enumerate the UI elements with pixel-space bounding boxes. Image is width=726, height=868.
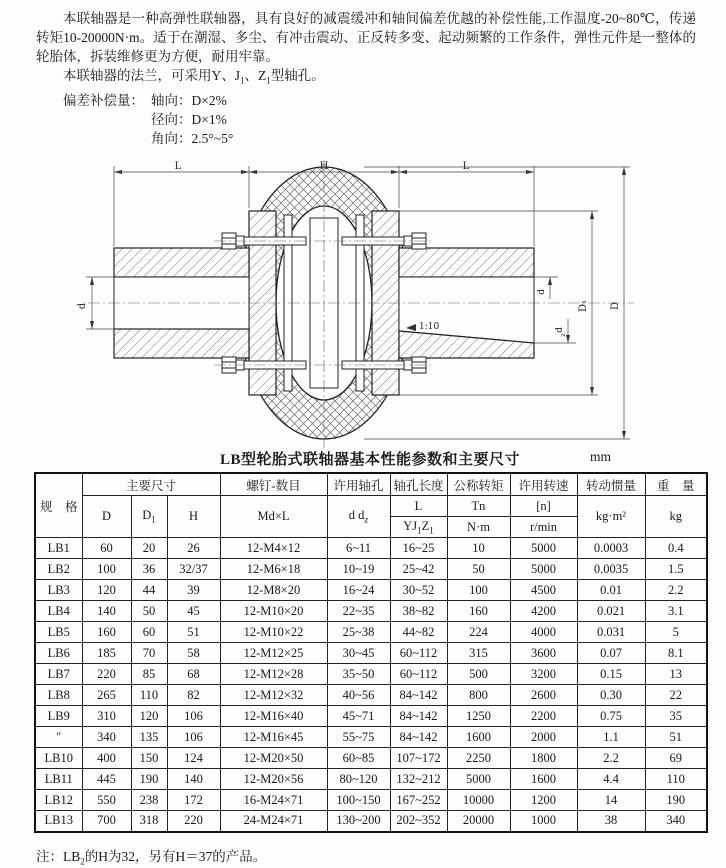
table-cell: 106 — [167, 727, 220, 748]
table-cell: 167~252 — [390, 790, 447, 811]
table-cell: 1800 — [510, 748, 577, 769]
table-cell: 55~75 — [327, 727, 390, 748]
table-cell: 3600 — [510, 643, 577, 664]
table-cell: 10~19 — [327, 559, 390, 580]
table-cell: 0.021 — [577, 601, 645, 622]
table-row — [35, 769, 707, 790]
table-cell: 14 — [577, 790, 645, 811]
table-cell: 12-M12×28 — [220, 664, 327, 685]
table-cell: 340 — [82, 727, 131, 748]
header-weight-unit: kg — [645, 496, 707, 538]
table-cell: 1600 — [447, 727, 510, 748]
compensation-label: 偏差补偿量： — [63, 92, 144, 108]
table-cell: 2600 — [510, 685, 577, 706]
table-cell: 45 — [167, 601, 220, 622]
left-shaft-upper — [114, 248, 249, 277]
table-cell: 16-M24×71 — [220, 790, 327, 811]
table-cell: 224 — [447, 622, 510, 643]
table-cell: 36 — [131, 559, 167, 580]
intro-paragraph-1: 本联轴器是一种高弹性联轴器，具有良好的减震缓冲和轴间偏差优越的补偿性能,工作温度-20~80℃，传递转矩10-20000N·m。适于在潮湿、多尘、有冲击震动、正反转多变、起动频繁的工作条件，弹性元件是一整体的轮胎体，拆装维修更为方便，耐用牢靠。 — [36, 11, 696, 64]
table-cell: 0.4 — [645, 538, 707, 559]
table-cell: 25~42 — [390, 559, 447, 580]
table-cell: 1600 — [510, 769, 577, 790]
table-cell: 51 — [167, 622, 220, 643]
table-cell: 12-M16×40 — [220, 706, 327, 727]
table-cell: 5000 — [510, 559, 577, 580]
table-row — [35, 706, 707, 727]
table-cell: 69 — [645, 748, 707, 769]
table-cell: 190 — [645, 790, 707, 811]
header-speed-sym: [n] — [510, 496, 577, 517]
table-cell: 160 — [82, 622, 131, 643]
table-cell: 50 — [447, 559, 510, 580]
table-cell: 5000 — [447, 769, 510, 790]
table-cell: 10 — [447, 538, 510, 559]
table-cell: 6~11 — [327, 538, 390, 559]
table-cell: 0.031 — [577, 622, 645, 643]
header-weight: 重 量 — [645, 473, 707, 496]
header-screw-sub: Md×L — [220, 496, 327, 538]
intro-paragraph-2: 本联轴器的法兰，可采用Y、$J_1$、$Z_1$型轴孔。 — [63, 68, 325, 86]
table-cell: 60~112 — [390, 643, 447, 664]
table-cell: 20000 — [447, 811, 510, 832]
table-cell: LB11 — [35, 769, 82, 790]
compensation-line — [63, 110, 696, 129]
compensation-line — [63, 129, 696, 148]
table-cell: 38~82 — [390, 601, 447, 622]
table-cell: 1.1 — [577, 727, 645, 748]
table-header — [35, 473, 707, 538]
table-cell: 60 — [131, 622, 167, 643]
compensation-radial: 径向：D×1% — [151, 111, 227, 127]
dim-label-d1: D₁ — [578, 299, 589, 313]
table-body — [35, 538, 707, 832]
dim-label-dz: d — [555, 327, 565, 333]
table-cell: 0.07 — [577, 643, 645, 664]
table-cell: 2.2 — [645, 580, 707, 601]
coupling-drawing-svg — [74, 158, 654, 450]
table-cell: 2.2 — [577, 748, 645, 769]
table-cell: 12-M20×50 — [220, 748, 327, 769]
table-cell: LB4 — [35, 601, 82, 622]
table-cell: 12-M8×20 — [220, 580, 327, 601]
table-cell: 100 — [447, 580, 510, 601]
table-cell: 24-M24×71 — [220, 811, 327, 832]
table-cell: 2250 — [447, 748, 510, 769]
table-cell: 12-M16×45 — [220, 727, 327, 748]
header-screw: 螺钉-数目 — [220, 473, 327, 496]
compensation-line — [63, 91, 696, 110]
table-cell: 16~25 — [390, 538, 447, 559]
table-cell: 12-M4×12 — [220, 538, 327, 559]
header-bore-length-l: L — [390, 496, 447, 517]
table-cell: 1200 — [510, 790, 577, 811]
table-cell: 5 — [645, 622, 707, 643]
table-cell: 160 — [447, 601, 510, 622]
header-col-d1: $D_1$ — [131, 496, 167, 538]
table-cell: 120 — [131, 706, 167, 727]
header-bore: 许用轴孔 — [327, 473, 390, 496]
table-title: LB型轮胎式联轴器基本性能参数和主要尺寸 — [219, 452, 520, 468]
table-cell: 30~45 — [327, 643, 390, 664]
table-cell: LB3 — [35, 580, 82, 601]
table-cell: LB6 — [35, 643, 82, 664]
table-row — [35, 790, 707, 811]
intro-section — [0, 0, 726, 148]
table-footnote: 注：$LB_2$的H为32，另有H＝37的产品。 — [36, 849, 267, 867]
table-cell: 80~120 — [327, 769, 390, 790]
table-cell: 85 — [131, 664, 167, 685]
table-cell: LB13 — [35, 811, 82, 832]
table-cell: 100~150 — [327, 790, 390, 811]
table-cell: 84~142 — [390, 685, 447, 706]
table-row — [35, 748, 707, 769]
table-cell: 500 — [447, 664, 510, 685]
table-cell: 340 — [645, 811, 707, 832]
table-cell: 38 — [577, 811, 645, 832]
header-inertia-unit: kg·m² — [577, 496, 645, 538]
table-cell: 68 — [167, 664, 220, 685]
table-row — [35, 685, 707, 706]
compensation-axial: 轴向：D×2% — [151, 92, 227, 108]
table-cell: 150 — [131, 748, 167, 769]
table-cell: 4500 — [510, 580, 577, 601]
table-cell: 265 — [82, 685, 131, 706]
table-cell: 0.01 — [577, 580, 645, 601]
table-cell: ″ — [35, 727, 82, 748]
table-cell: 124 — [167, 748, 220, 769]
table-cell: 700 — [82, 811, 131, 832]
table-cell: 130~200 — [327, 811, 390, 832]
table-cell: 100 — [82, 559, 131, 580]
dim-label-big-d: D — [610, 301, 621, 311]
table-cell: 315 — [447, 643, 510, 664]
table-cell: 110 — [131, 685, 167, 706]
table-cell: 10000 — [447, 790, 510, 811]
table-cell: 12-M10×22 — [220, 622, 327, 643]
table-cell: 13 — [645, 664, 707, 685]
table-cell: 35 — [645, 706, 707, 727]
header-col-d: D — [82, 496, 131, 538]
dim-label-l-right: L — [462, 161, 470, 172]
table-row — [35, 727, 707, 748]
table-cell: 0.30 — [577, 685, 645, 706]
table-cell: 202~352 — [390, 811, 447, 832]
table-cell: 26 — [167, 538, 220, 559]
table-cell: 44~82 — [390, 622, 447, 643]
table-cell: 445 — [82, 769, 131, 790]
table-cell: 60~112 — [390, 664, 447, 685]
table-cell: 1000 — [510, 811, 577, 832]
table-cell: LB2 — [35, 559, 82, 580]
table-cell: LB5 — [35, 622, 82, 643]
table-cell: LB10 — [35, 748, 82, 769]
header-col-h: H — [167, 496, 220, 538]
header-bore-length-types: $YJ_1Z_1$ — [390, 517, 447, 538]
table-cell: 22 — [645, 685, 707, 706]
table-cell: 310 — [82, 706, 131, 727]
table-cell: 135 — [131, 727, 167, 748]
header-speed-unit: r/min — [510, 517, 577, 538]
table-cell: 12-M6×18 — [220, 559, 327, 580]
table-cell: 132~212 — [390, 769, 447, 790]
table-row — [35, 811, 707, 832]
header-speed: 许用转速 — [510, 473, 577, 496]
table-row — [35, 601, 707, 622]
table-cell: LB8 — [35, 685, 82, 706]
table-cell: 8.1 — [645, 643, 707, 664]
table-cell: 16~24 — [327, 580, 390, 601]
table-row — [35, 559, 707, 580]
table-cell: 20 — [131, 538, 167, 559]
table-cell: 400 — [82, 748, 131, 769]
table-cell: 51 — [645, 727, 707, 748]
table-cell: 4000 — [510, 622, 577, 643]
table-cell: 172 — [167, 790, 220, 811]
header-bore-sub: d $d_z$ — [327, 496, 390, 538]
table-row — [35, 643, 707, 664]
table-row — [35, 580, 707, 601]
table-cell: 12-M12×32 — [220, 685, 327, 706]
table-cell: 550 — [82, 790, 131, 811]
dim-label-dz-sub: z — [559, 333, 567, 337]
table-cell: 190 — [131, 769, 167, 790]
table-cell: 185 — [82, 643, 131, 664]
table-cell: 800 — [447, 685, 510, 706]
table-cell: 120 — [82, 580, 131, 601]
table-cell: 0.15 — [577, 664, 645, 685]
table-unit: mm — [590, 449, 612, 464]
table-cell: 2000 — [510, 727, 577, 748]
table-cell: 70 — [131, 643, 167, 664]
coupling-spec-table — [34, 472, 708, 833]
table-cell: LB7 — [35, 664, 82, 685]
table-title-row — [34, 448, 706, 468]
header-spec: 规 格 — [35, 473, 82, 538]
table-cell: 45~71 — [327, 706, 390, 727]
table-cell: 5000 — [510, 538, 577, 559]
table-cell: 12-M12×25 — [220, 643, 327, 664]
table-cell: 44 — [131, 580, 167, 601]
table-cell: 140 — [167, 769, 220, 790]
table-cell: 0.75 — [577, 706, 645, 727]
table-cell: 3200 — [510, 664, 577, 685]
table-cell: 12-M10×20 — [220, 601, 327, 622]
table-cell: 12-M20×56 — [220, 769, 327, 790]
table-cell: 32/37 — [167, 559, 220, 580]
table-cell: 50 — [131, 601, 167, 622]
compensation-angular: 角向：2.5°~5° — [151, 130, 234, 146]
table-cell: 35~50 — [327, 664, 390, 685]
table-row — [35, 664, 707, 685]
table-cell: 84~142 — [390, 727, 447, 748]
dim-label-l-left: L — [174, 161, 182, 172]
table-cell: 220 — [167, 811, 220, 832]
table-cell: 60~85 — [327, 748, 390, 769]
table-row — [35, 622, 707, 643]
table-cell: 0.0035 — [577, 559, 645, 580]
table-cell: 110 — [645, 769, 707, 790]
right-shaft-upper — [399, 248, 534, 277]
dim-label-h: H — [319, 161, 329, 172]
table-row — [35, 538, 707, 559]
table-cell: 60 — [82, 538, 131, 559]
table-cell: 238 — [131, 790, 167, 811]
table-cell: 107~172 — [390, 748, 447, 769]
compensation-block — [63, 91, 696, 148]
table-cell: 25~38 — [327, 622, 390, 643]
table-cell: 82 — [167, 685, 220, 706]
header-torque-unit: N·m — [447, 517, 510, 538]
table-cell: 39 — [167, 580, 220, 601]
table-cell: 1.5 — [645, 559, 707, 580]
table-cell: 106 — [167, 706, 220, 727]
header-torque-sym: Tn — [447, 496, 510, 517]
left-shaft-lower — [114, 329, 249, 358]
header-inertia: 转动惯量 — [577, 473, 645, 496]
coupling-cross-section-drawing — [74, 158, 654, 450]
table-cell: 40~56 — [327, 685, 390, 706]
table-cell: 30~52 — [390, 580, 447, 601]
header-bore-length: 轴孔长度 — [390, 473, 447, 496]
header-torque: 公称转矩 — [447, 473, 510, 496]
table-cell: 2200 — [510, 706, 577, 727]
table-cell: 140 — [82, 601, 131, 622]
table-cell: 220 — [82, 664, 131, 685]
table-cell: 4200 — [510, 601, 577, 622]
dim-label-d-left: d — [77, 302, 88, 310]
table-cell: LB1 — [35, 538, 82, 559]
table-cell: 4.4 — [577, 769, 645, 790]
table-cell: LB9 — [35, 706, 82, 727]
table-cell: 84~142 — [390, 706, 447, 727]
table-cell: 3.1 — [645, 601, 707, 622]
table-cell: LB12 — [35, 790, 82, 811]
table-cell: 58 — [167, 643, 220, 664]
table-cell: 318 — [131, 811, 167, 832]
header-main-dims: 主要尺寸 — [82, 473, 220, 496]
table-cell: 22~35 — [327, 601, 390, 622]
dim-label-d-right: d — [537, 289, 547, 295]
table-cell: 0.0003 — [577, 538, 645, 559]
taper-label: 1:10 — [419, 322, 440, 332]
table-cell: 1250 — [447, 706, 510, 727]
